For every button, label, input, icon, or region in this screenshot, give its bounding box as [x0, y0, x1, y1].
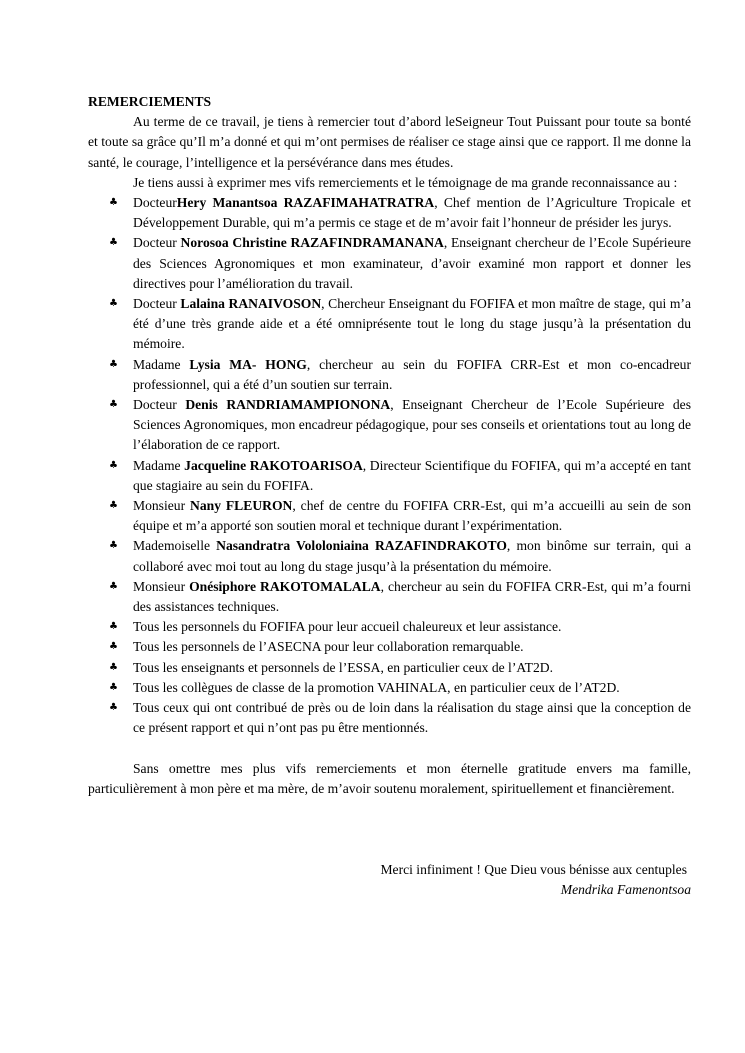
intro-paragraph: Au terme de ce travail, je tiens à remercier tout d’abord leSeigneur Tout Puissant pour toute sa bonté et toute sa grâce qu’Il m’a donné et qui m’ont permises de réaliser ce stage ainsi que ce rapport. Il me donne la santé, le courage, l’intelligence et la persévérance dans mes études.: [88, 114, 691, 170]
list-item: [88, 698, 691, 738]
item-title: Docteur: [133, 296, 181, 312]
item-person-name: Hery Manantsoa RAZAFIMAHATRATRA: [176, 195, 435, 211]
item-text: , chercheur au sein du FOFIFA CRR-Est et mon co-encadreur professionnel, qui a été d’un soutien sur terrain.: [133, 356, 691, 392]
club-icon: ♣: [109, 358, 118, 370]
item-person-name: Jacqueline RAKOTOARISOA: [184, 457, 363, 473]
list-item: [88, 536, 691, 576]
club-icon: ♣: [109, 681, 118, 693]
item-title: Docteur: [133, 195, 177, 211]
item-text: , Enseignant chercheur de l’Ecole Supérieure des Sciences Agronomiques et mon examinateur, d’avoir examiné mon rapport et donner les directives pour l’amélioration du travail.: [133, 235, 691, 291]
item-person-name: Nasandratra Vololoniaina RAZAFINDRAKOTO: [216, 538, 507, 554]
club-icon: ♣: [109, 621, 118, 633]
club-icon: ♣: [109, 702, 118, 714]
item-title: Mademoiselle: [133, 538, 217, 554]
item-text: Tous ceux qui ont contribué de près ou de loin dans la réalisation du stage ainsi que la conception de ce présent rapport et qui n’ont pas pu être mentionnés.: [133, 700, 691, 736]
item-title: Docteur: [133, 235, 181, 251]
list-item: [88, 395, 691, 456]
list-item: [88, 496, 691, 536]
list-item: [88, 233, 691, 294]
item-person-name: Denis RANDRIAMAMPIONONA: [185, 397, 391, 413]
list-item: [88, 355, 691, 395]
acknowledgement-list: [88, 193, 691, 738]
page-title: REMERCIEMENTS: [88, 94, 212, 109]
lead-paragraph: Je tiens aussi à exprimer mes vifs remerciements et le témoignage de ma grande reconnaissance au :: [133, 174, 678, 190]
club-icon: ♣: [109, 641, 118, 653]
list-item: [88, 678, 691, 698]
club-icon: ♣: [109, 399, 118, 411]
list-item: [88, 617, 691, 637]
club-icon: ♣: [109, 500, 118, 512]
item-text: , Chercheur Enseignant du FOFIFA et mon maître de stage, qui m’a été d’une très grande aide et a été omniprésente tout le long du stage jusqu’à la présentation du mémoire.: [133, 296, 691, 352]
item-person-name: Onésiphore RAKOTOMALALA: [189, 578, 381, 594]
item-text: Tous les personnels du FOFIFA pour leur accueil chaleureux et leur assistance.: [133, 619, 562, 635]
item-person-name: Lysia MA- HONG: [189, 356, 307, 372]
item-text: , chef de centre du FOFIFA CRR-Est, qui m’a accueilli au sein de son équipe et m’a apporté son soutien moral et technique durant l’expérimentation.: [133, 498, 691, 534]
list-item: [88, 577, 691, 617]
item-text: , Chef mention de l’Agriculture Tropicale et Développement Durable, qui m’a permis ce stage et de m’avoir fait l’honneur de présider les jurys.: [133, 195, 691, 231]
club-icon: ♣: [109, 237, 118, 249]
item-person-name: Lalaina RANAIVOSON: [180, 296, 322, 312]
item-text: , Enseignant Chercheur de l’Ecole Supérieure des Sciences Agronomiques, mon encadreur pédagogique, pour ses conseils et orientations tout au long de l’élaboration de ce rapport.: [133, 397, 691, 453]
club-icon: ♣: [109, 197, 118, 209]
club-icon: ♣: [109, 298, 118, 310]
item-title: Monsieur: [133, 578, 190, 594]
item-text: Tous les enseignants et personnels de l’ESSA, en particulier ceux de l’AT2D.: [133, 659, 553, 675]
club-icon: ♣: [109, 661, 118, 673]
item-person-name: Norosoa Christine RAZAFINDRAMANANA: [180, 235, 444, 251]
item-text: , Directeur Scientifique du FOFIFA, qui m’a accepté en tant que stagiaire au sein du FOFIFA.: [133, 457, 691, 493]
club-icon: ♣: [109, 459, 118, 471]
item-text: Tous les personnels de l’ASECNA pour leur collaboration remarquable.: [133, 639, 524, 655]
item-title: Madame: [133, 356, 190, 372]
item-text: , mon binôme sur terrain, qui a collaboré avec moi tout au long du stage jusqu’à la présentation du mémoire.: [133, 538, 691, 574]
list-item: [88, 193, 691, 233]
list-item: [88, 294, 691, 355]
item-title: Madame: [133, 457, 185, 473]
item-text: , chercheur au sein du FOFIFA CRR-Est, qui m’a fourni des assistances techniques.: [133, 578, 691, 615]
list-item: [88, 658, 691, 678]
club-icon: ♣: [109, 580, 118, 592]
club-icon: ♣: [109, 540, 118, 552]
item-title: Docteur: [133, 397, 186, 413]
acknowledgements-page: [88, 92, 691, 900]
list-item: [88, 456, 691, 496]
item-text: Tous les collègues de classe de la promotion VAHINALA, en particulier ceux de l’AT2D.: [133, 679, 620, 695]
family-paragraph: Sans omettre mes plus vifs remerciements et mon éternelle gratitude envers ma famille, particulièrement à mon père et ma mère, de m’avoir soutenu moralement, spirituellement et financièrement.: [88, 760, 691, 796]
closing-line: Merci infiniment ! Que Dieu vous bénisse aux centuples: [380, 861, 687, 877]
item-person-name: Nany FLEURON: [190, 498, 293, 514]
list-item: [88, 637, 691, 657]
signature: Mendrika Famenontsoa: [560, 882, 691, 898]
item-title: Monsieur: [133, 498, 191, 514]
